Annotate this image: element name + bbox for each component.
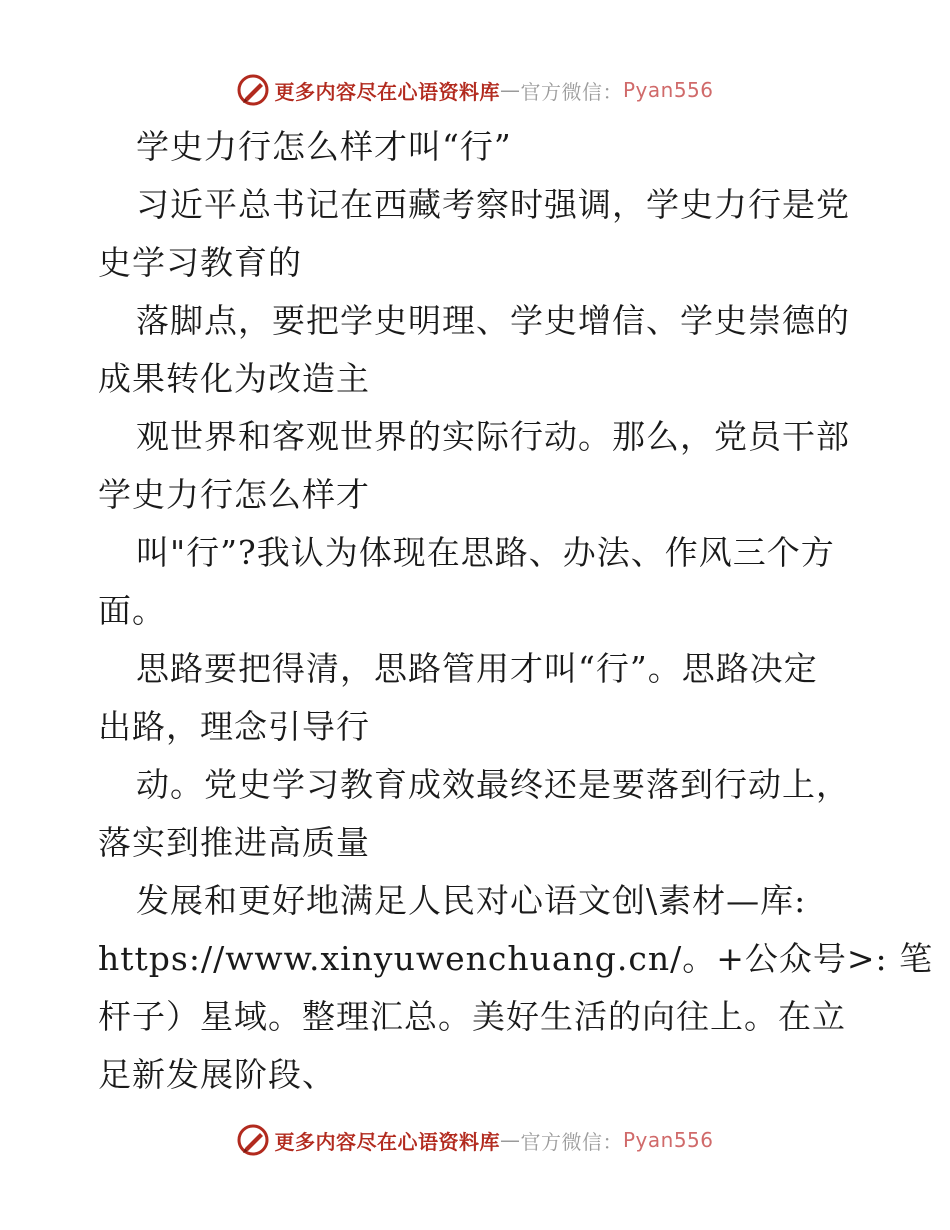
- text-line: 杆子）星域。整理汇总。美好生活的向往上。在立: [98, 997, 846, 1036]
- footer-site-text: 更多内容尽在心语资料库: [274, 1129, 500, 1154]
- text-line: 落脚点，要把学史明理、学史增信、学史崇德的: [136, 301, 850, 340]
- footer-wechat-label: 官方微信：: [520, 1129, 623, 1154]
- header-dash: —: [499, 78, 521, 102]
- pen-logo-icon: [236, 73, 270, 107]
- text-line: 观世界和客观世界的实际行动。那么，党员干部: [136, 417, 850, 456]
- text-line: 思路要把得清，思路管用才叫“行”。思路决定: [136, 649, 818, 688]
- text-line: 足新发展阶段、: [98, 1055, 336, 1094]
- header-site-text: 更多内容尽在心语资料库: [274, 79, 500, 104]
- footer-banner: [0, 1120, 950, 1160]
- text-line: 习近平总书记在西藏考察时强调，学史力行是党: [136, 185, 850, 224]
- text-line: 发展和更好地满足人民对心语文创\素材—库:: [136, 881, 807, 920]
- article-body: [98, 118, 934, 1104]
- header-wechat-label: 官方微信：: [520, 79, 623, 104]
- text-line: https://www.xinyuwenchuang.cn/。+公众号>: 笔: [98, 939, 934, 978]
- footer-dash: —: [499, 1128, 521, 1152]
- text-line: 成果转化为改造主: [98, 359, 370, 398]
- text-line: 动。党史学习教育成效最终还是要落到行动上，: [136, 765, 850, 804]
- text-line: 面。: [98, 591, 166, 630]
- text-line: 史学习教育的: [98, 243, 302, 282]
- text-line: 出路，理念引导行: [98, 707, 370, 746]
- header-banner: [0, 70, 950, 110]
- pen-logo-icon: [236, 1123, 270, 1157]
- text-line: 学史力行怎么样才叫“行”: [136, 127, 512, 166]
- text-line: 学史力行怎么样才: [98, 475, 370, 514]
- footer-wechat-id: Pyan556: [622, 1128, 714, 1152]
- text-line: 叫"行”?我认为体现在思路、办法、作风三个方: [136, 533, 835, 572]
- header-wechat-id: Pyan556: [622, 78, 714, 102]
- text-line: 落实到推进高质量: [98, 823, 370, 862]
